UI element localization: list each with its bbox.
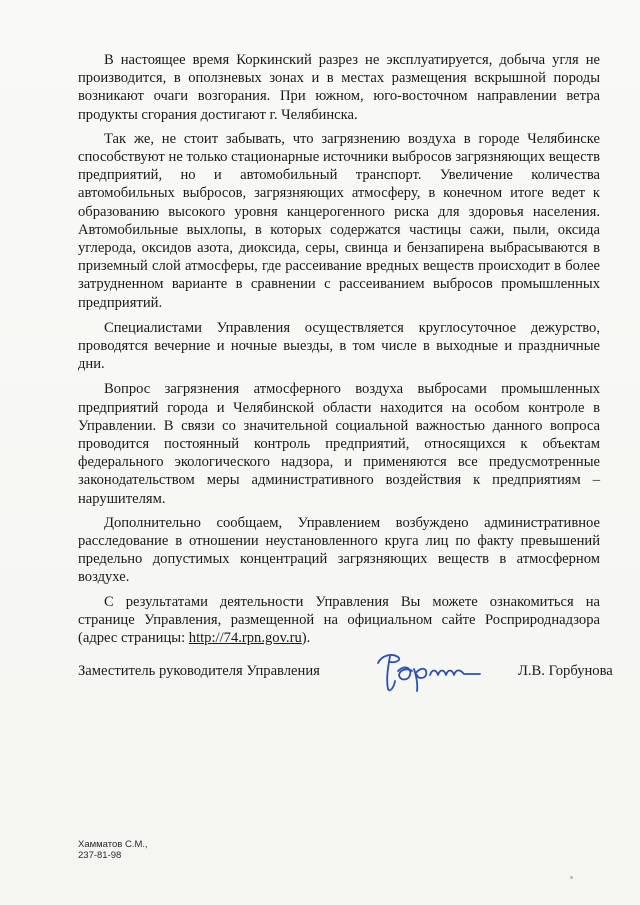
executor-name: Хамматов С.М., xyxy=(78,839,148,850)
website-text-before: С результатами деятельности Управления Вы можете ознакомиться на странице Управления, размещенной на официальном сайте Росприроднадзора (адрес страницы: xyxy=(78,593,600,647)
website-text-after: ). xyxy=(301,630,311,647)
paragraph-special-control: Вопрос загрязнения атмосферного воздуха выбросами промышленных предприятий города и Челябинской области находится на особом контроле в Управлении. В связи со значительной социальной важностью данного вопроса проводится постоянный контроль предприятий, относящихся к объектам федерального экологического надзора, и применяются все предусмотренные законодательством меры административного воздействия к предприятиям – нарушителям. xyxy=(78,381,600,507)
signatory-name: Л.В. Горбунова xyxy=(518,663,613,679)
letter-body xyxy=(78,51,600,647)
executor-info xyxy=(78,839,148,861)
paragraph-website-info xyxy=(78,593,600,648)
paragraph-duty-service: Специалистами Управления осуществляется круглосуточное дежурство, проводятся вечерние и ночные выезды, в том числе в выходные и праздничные дни. xyxy=(78,319,600,373)
page-speck xyxy=(570,876,573,879)
signatory-position: Заместитель руководителя Управления xyxy=(78,663,320,679)
signature-block xyxy=(78,655,613,695)
executor-phone: 237-81-98 xyxy=(78,850,122,861)
handwritten-signature xyxy=(368,647,488,697)
paragraph-korkino-mine: В настоящее время Коркинский разрез не эксплуатируется, добыча угля не производится, в оползневых зонах и в местах размещения вскрышной породы возникают очаги возгорания. При южном, юго-восточном направлении ветра продукты сгорания достигают г. Челябинска. xyxy=(78,52,600,123)
paragraph-investigation: Дополнительно сообщаем, Управлением возбуждено административное расследование в отношении неустановленного круга лиц по факту превышений предельно допустимых концентраций загрязняющих веществ в атмосферном воздухе. xyxy=(78,514,600,586)
website-link[interactable]: http://74.rpn.gov.ru xyxy=(188,630,302,647)
paragraph-vehicle-emissions: Так же, не стоит забывать, что загрязнению воздуха в городе Челябинске способствуют не только стационарные источники выбросов загрязняющих веществ предприятий, но и автомобильный транспорт. Увеличение количества автомобильных выбросов, загрязняющих атмосферу, в конечном итоге ведет к образованию высокого уровня канцерогенного риска для здоровья населения. Автомобильные выхлопы, в которых содержатся частицы сажи, пыли, оксида углерода, оксидов азота, диоксида, серы, свинца и бензапирена выбрасываются в приземный слой атмосферы, где рассеивание вредных веществ происходит в более затрудненном варианте в сравнении с рассеиванием выбросов промышленных предприятий. xyxy=(78,130,600,311)
